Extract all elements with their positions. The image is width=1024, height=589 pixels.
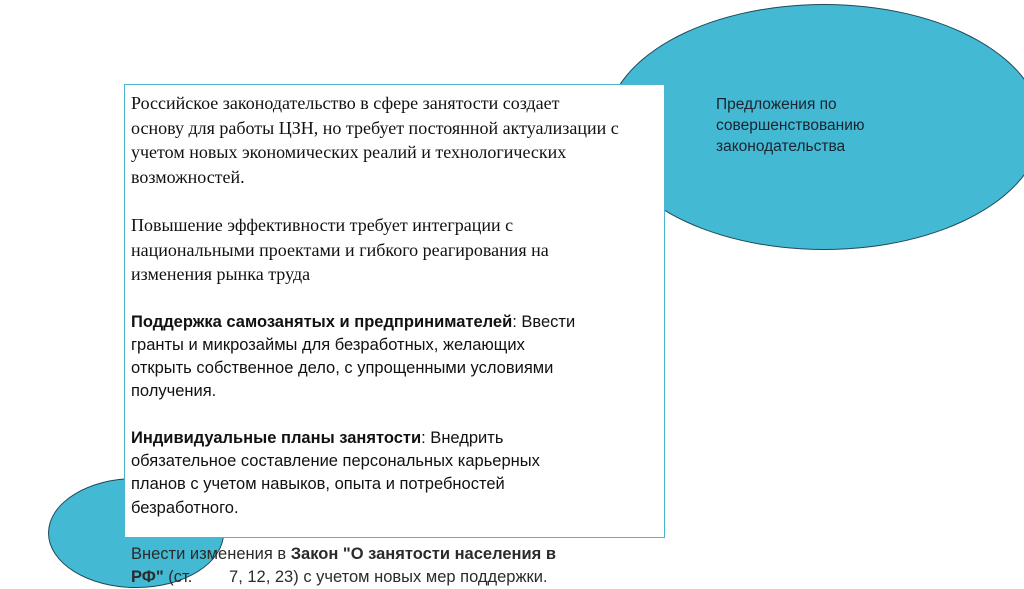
paragraph-efficiency (131, 213, 661, 287)
text-line: национальными проектами и гибкого реагирования на (131, 239, 549, 260)
text-line: планов с учетом навыков, опыта и потребностей (131, 475, 505, 494)
caption-line: Предложения по (716, 96, 837, 113)
text-line: возможностей. (131, 166, 245, 187)
paragraph-employment-plans (131, 427, 661, 520)
text-line: учетом новых экономических реалий и технологических (131, 142, 567, 162)
text-line: Внести изменения в (131, 544, 291, 563)
text-line: : Ввести (512, 312, 576, 331)
caption-line: законодательства (716, 138, 846, 155)
bold-heading: Индивидуальные планы занятости (131, 428, 422, 447)
text-line: гранты и микрозаймы для безработных, желающих (131, 335, 525, 354)
bold-law-name: Закон "О занятости населения в (290, 544, 556, 563)
paragraph-law-changes (131, 543, 661, 589)
text-content (131, 91, 661, 589)
ellipse-caption (716, 94, 916, 157)
text-line: Российское законодательство в сфере занятости создает (131, 93, 560, 113)
text-line: изменения рынка труда (131, 264, 311, 284)
text-line: обязательное составление персональных карьерных (131, 451, 540, 470)
text-line: получения. (131, 382, 217, 401)
text-line: открыть собственное дело, с упрощенными условиями (131, 359, 554, 378)
bold-law-name: РФ" (131, 568, 164, 587)
text-line: : Внедрить (421, 428, 504, 447)
paragraph-legislation (131, 91, 661, 189)
text-line: (ст. 7, 12, 23) с учетом новых мер поддержки. (163, 568, 548, 587)
text-line: Повышение эффективности требует интеграции с (131, 215, 514, 235)
caption-line: совершенствованию (716, 117, 865, 134)
bold-heading: Поддержка самозанятых и предпринимателей (131, 312, 513, 331)
text-line: основу для работы ЦЗН, но требует постоянной актуализации с (131, 117, 619, 138)
text-line: безработного. (131, 498, 239, 517)
paragraph-self-employed (131, 311, 661, 404)
